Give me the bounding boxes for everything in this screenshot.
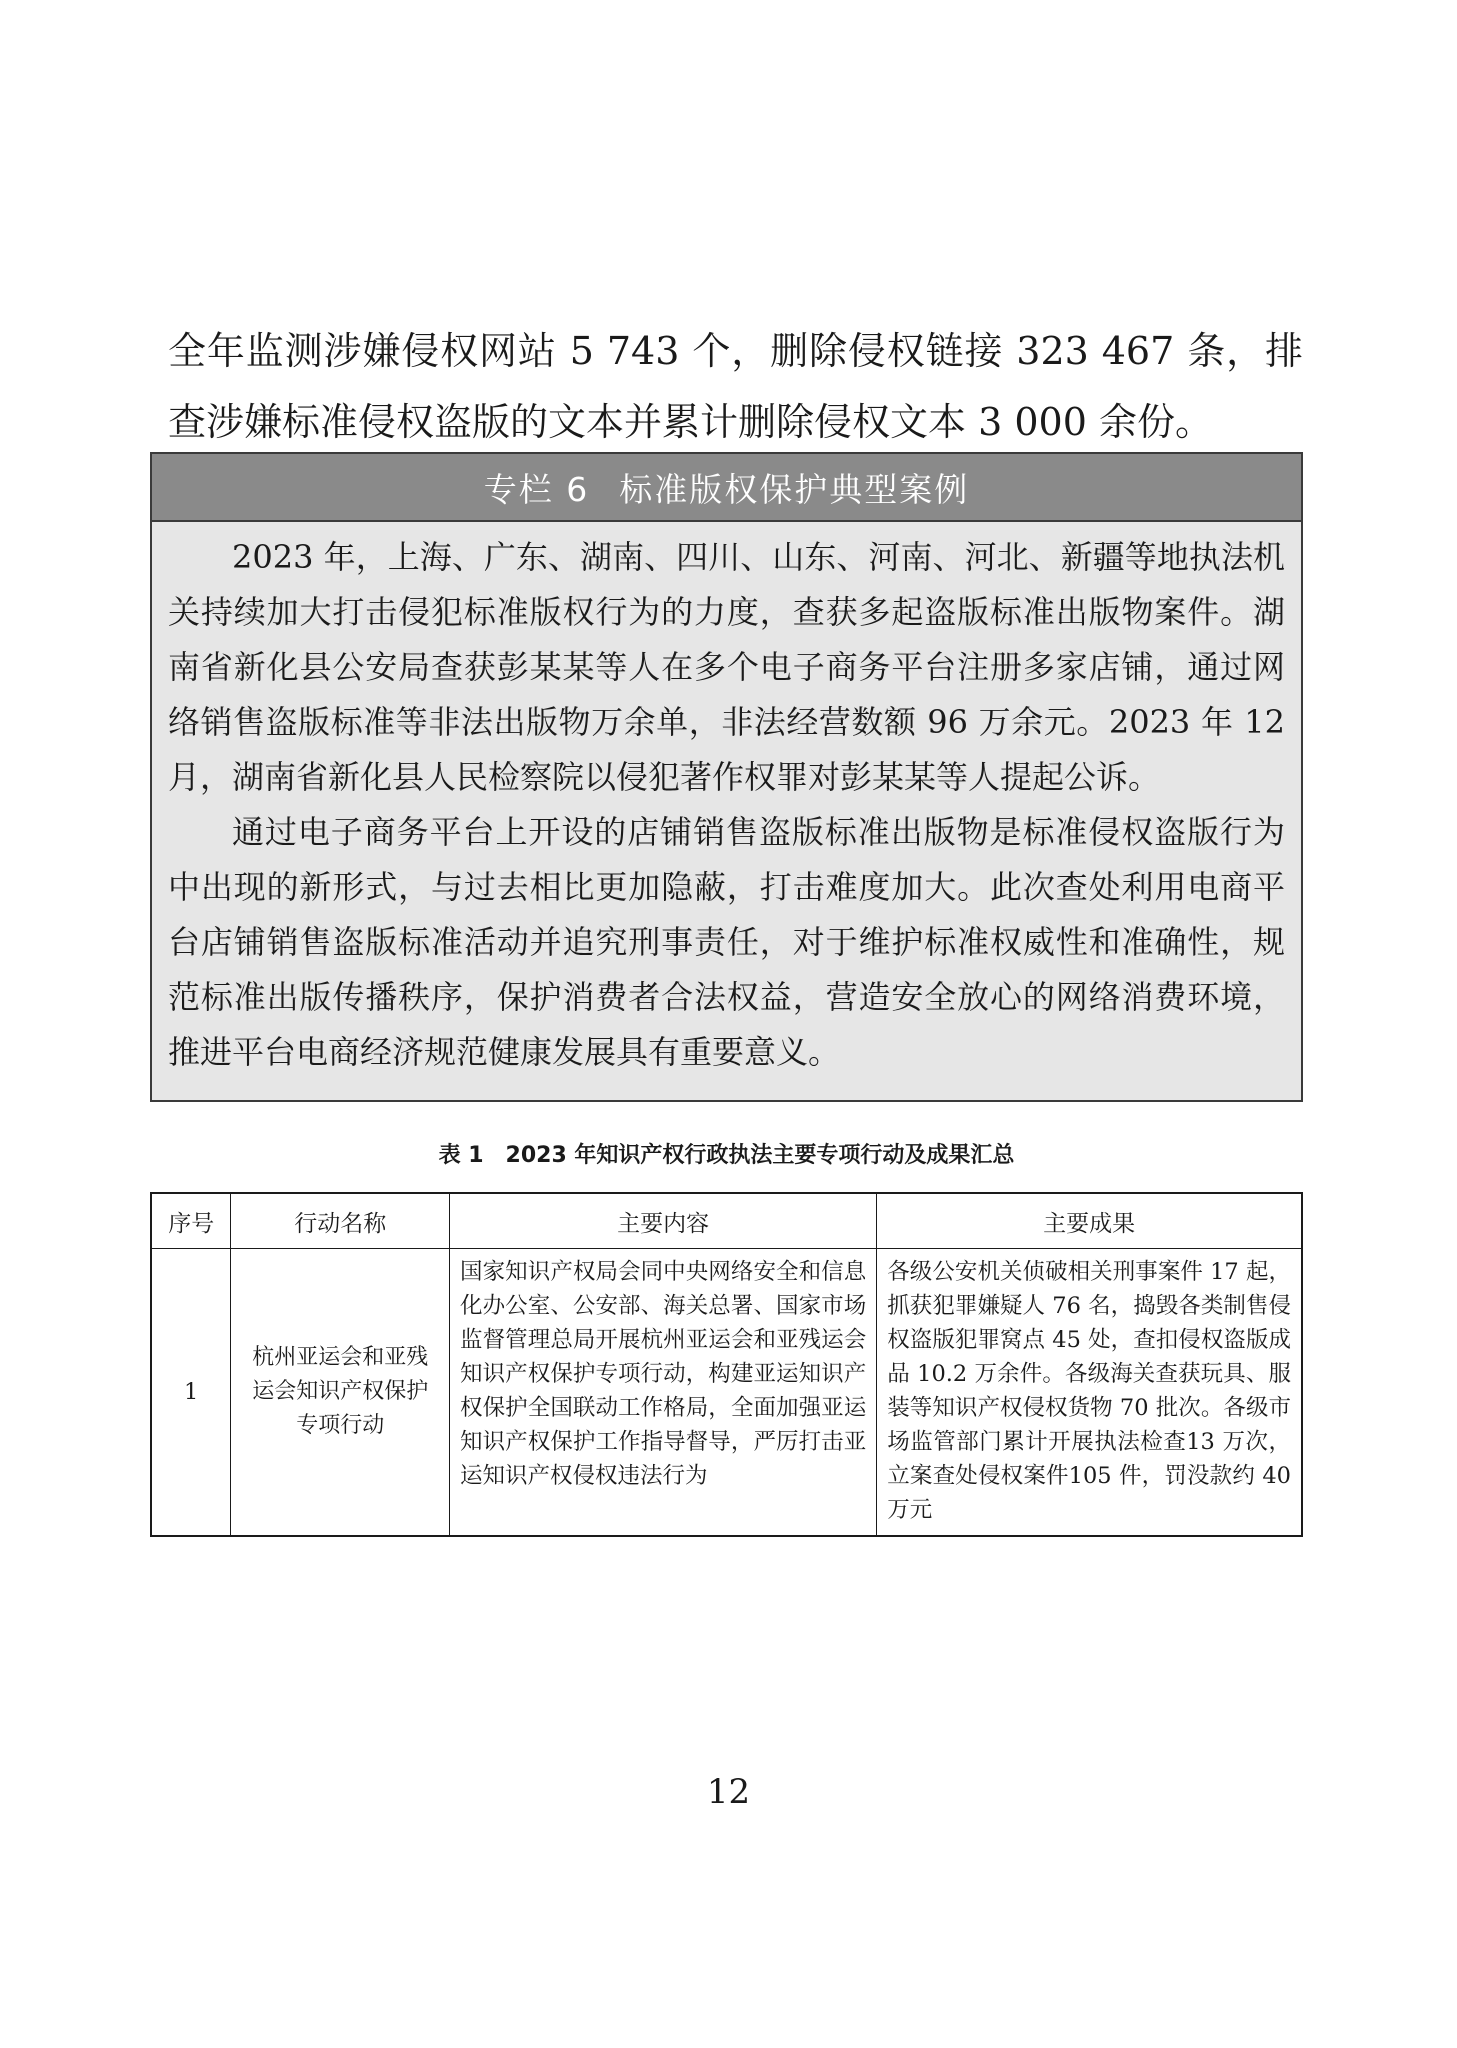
- case-study-paragraph: 通过电子商务平台上开设的店铺销售盗版标准出版物是标准侵权盗版行为中出现的新形式，与过去相比更加隐蔽，打击难度加大。此次查处利用电商平台店铺销售盗版标准活动并追究刑事责任，对于维护标准权威性和准确性，规范标准出版传播秩序，保护消费者合法权益，营造安全放心的网络消费环境，推进平台电商经济规范健康发展具有重要意义。: [168, 813, 1285, 1071]
- row-action-name-cell: 杭州亚运会和亚残运会知识产权保护专项行动: [231, 1249, 450, 1537]
- row-index-cell: 1: [151, 1249, 231, 1537]
- intro-paragraph: 全年监测涉嫌侵权网站 5 743 个，删除侵权链接 323 467 条，排查涉嫌标准侵权盗版的文本并累计删除侵权文本 3 000 余份。: [168, 329, 1303, 444]
- enforcement-summary-table: [150, 1192, 1303, 1537]
- case-study-label: 专栏 6: [483, 469, 590, 509]
- row-main-results-cell: 各级公安机关侦破相关刑事案件 17 起，抓获犯罪嫌疑人 76 名，捣毁各类制售侵权盗版犯罪窝点 45 处，查扣侵权盗版成品 10.2 万余件。各级海关查获玩具、服装等知识产权侵权货物 70 批次。各级市场监管部门累计开展执法检查13 万次，立案查处侵权案件105 件，罚没款约 40 万元: [877, 1249, 1302, 1537]
- page-number: 12: [706, 1772, 751, 1812]
- table-caption-number: 表 1: [438, 1143, 484, 1168]
- case-study-paragraph: 2023 年，上海、广东、湖南、四川、山东、河南、河北、新疆等地执法机关持续加大打击侵犯标准版权行为的力度，查获多起盗版标准出版物案件。湖南省新化县公安局查获彭某某等人在多个电子商务平台注册多家店铺，通过网络销售盗版标准等非法出版物万余单，非法经营数额 96 万余元。2023 年 12 月，湖南省新化县人民检察院以侵犯著作权罪对彭某某等人提起公诉。: [168, 538, 1285, 796]
- case-study-title: 标准版权保护典型案例: [619, 469, 970, 509]
- table-header-row: [151, 1193, 1302, 1249]
- column-header-action-name: 行动名称: [231, 1193, 450, 1249]
- column-header-main-results: 主要成果: [877, 1193, 1302, 1249]
- column-header-index: 序号: [151, 1193, 231, 1249]
- table-caption: [150, 1138, 1303, 1169]
- case-study-box: [150, 452, 1303, 1102]
- case-study-header: [152, 454, 1301, 522]
- row-main-content-cell: 国家知识产权局会同中央网络安全和信息化办公室、公安部、海关总署、国家市场监督管理总局开展杭州亚运会和亚残运会知识产权保护专项行动，构建亚运知识产权保护全国联动工作格局，全面加强亚运知识产权保护工作指导督导，严厉打击亚运知识产权侵权违法行为: [450, 1249, 877, 1537]
- table-caption-title: 2023 年知识产权行政执法主要专项行动及成果汇总: [505, 1143, 1015, 1168]
- case-study-body: [152, 522, 1301, 1080]
- column-header-main-content: 主要内容: [450, 1193, 877, 1249]
- table-row: [151, 1249, 1302, 1537]
